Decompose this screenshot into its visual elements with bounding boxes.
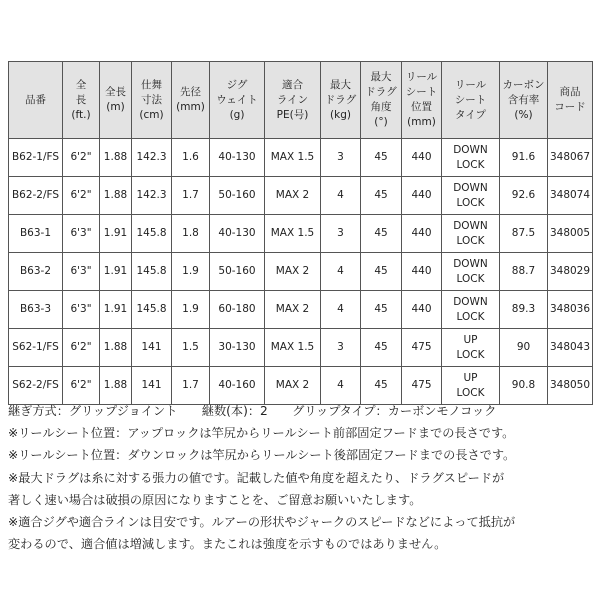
table-cell: 40-130 — [210, 215, 265, 253]
table-cell: 475 — [402, 367, 442, 405]
note-line: ※最大ドラグは糸に対する張力の値です。記載した値や角度を超えたり、ドラグスピードが — [8, 470, 505, 485]
table-cell: 141 — [132, 329, 172, 367]
table-cell: B63-3 — [9, 291, 63, 329]
table-cell: 145.8 — [132, 291, 172, 329]
table-cell: 4 — [321, 291, 361, 329]
spec-table — [8, 61, 593, 405]
table-cell: 142.3 — [132, 177, 172, 215]
table-cell: 87.5 — [500, 215, 548, 253]
table-cell: 348067 — [548, 139, 593, 177]
table-cell: B63-1 — [9, 215, 63, 253]
table-cell: 1.9 — [172, 291, 210, 329]
table-cell: 6'2" — [63, 177, 100, 215]
table-cell: 1.88 — [100, 367, 132, 405]
column-header: リール シート 位置 (mm) — [402, 62, 442, 139]
table-cell: 6'3" — [63, 253, 100, 291]
table-cell: MAX 2 — [265, 291, 321, 329]
table-cell: 1.8 — [172, 215, 210, 253]
table-cell: 89.3 — [500, 291, 548, 329]
table-cell: 91.6 — [500, 139, 548, 177]
table-cell: 6'2" — [63, 329, 100, 367]
table-cell: 4 — [321, 253, 361, 291]
table-row — [9, 139, 593, 177]
table-cell: 440 — [402, 291, 442, 329]
table-cell: 3 — [321, 329, 361, 367]
header-row — [9, 62, 593, 139]
table-cell: MAX 1.5 — [265, 139, 321, 177]
table-cell: 348029 — [548, 253, 593, 291]
table-cell: 1.88 — [100, 329, 132, 367]
notes — [8, 400, 594, 555]
table-cell: MAX 2 — [265, 253, 321, 291]
table-cell: 142.3 — [132, 139, 172, 177]
table-cell: 6'3" — [63, 215, 100, 253]
note-line: 著しく速い場合は破損の原因になりますことを、ご留意お願いいたします。 — [8, 492, 422, 507]
table-cell: 6'3" — [63, 291, 100, 329]
table-row — [9, 367, 593, 405]
column-header: 仕舞 寸法 (cm) — [132, 62, 172, 139]
column-header: 最大 ドラグ 角度 (°) — [361, 62, 402, 139]
table-body — [9, 139, 593, 405]
table-cell: 1.9 — [172, 253, 210, 291]
table-cell: 1.91 — [100, 291, 132, 329]
column-header: 商品 コード — [548, 62, 593, 139]
column-header: 適合 ライン PE(号) — [265, 62, 321, 139]
table-cell: 1.7 — [172, 177, 210, 215]
table-cell: 1.6 — [172, 139, 210, 177]
table-cell: 45 — [361, 253, 402, 291]
table-cell: 45 — [361, 291, 402, 329]
table-cell: 6'2" — [63, 367, 100, 405]
table-cell: 50-160 — [210, 177, 265, 215]
table-cell: 348050 — [548, 367, 593, 405]
table-row — [9, 291, 593, 329]
table-cell: 348043 — [548, 329, 593, 367]
table-cell: 3 — [321, 139, 361, 177]
table-cell: 440 — [402, 177, 442, 215]
table-cell: 1.88 — [100, 139, 132, 177]
column-header: リール シート タイプ — [442, 62, 500, 139]
table-cell: 348074 — [548, 177, 593, 215]
table-cell: S62-2/FS — [9, 367, 63, 405]
table-cell: DOWN LOCK — [442, 215, 500, 253]
table-cell: DOWN LOCK — [442, 253, 500, 291]
table-cell: MAX 2 — [265, 367, 321, 405]
table-cell: 475 — [402, 329, 442, 367]
table-row — [9, 215, 593, 253]
table-cell: 1.91 — [100, 215, 132, 253]
table-row — [9, 329, 593, 367]
table-cell: S62-1/FS — [9, 329, 63, 367]
note-line: ※リールシート位置：アップロックは竿尻からリールシート前部固定フードまでの長さです。 — [8, 426, 515, 441]
table-cell: 60-180 — [210, 291, 265, 329]
table-cell: MAX 1.5 — [265, 329, 321, 367]
table-row — [9, 177, 593, 215]
table-cell: UP LOCK — [442, 329, 500, 367]
column-header: 品番 — [9, 62, 63, 139]
table-cell: 348036 — [548, 291, 593, 329]
table-cell: 45 — [361, 177, 402, 215]
note-line: 継ぎ方式：グリップジョイント 継数(本)：2 グリップタイプ：カーボンモノコック — [8, 404, 497, 418]
table-cell: 141 — [132, 367, 172, 405]
column-header: 全 長 (ft.) — [63, 62, 100, 139]
table-cell: 1.5 — [172, 329, 210, 367]
table-cell: B62-2/FS — [9, 177, 63, 215]
table-cell: 40-130 — [210, 139, 265, 177]
table-cell: 1.7 — [172, 367, 210, 405]
table-cell: MAX 2 — [265, 177, 321, 215]
table-cell: 50-160 — [210, 253, 265, 291]
table-cell: 145.8 — [132, 253, 172, 291]
column-header: カーボン 含有率 (%) — [500, 62, 548, 139]
table-row — [9, 253, 593, 291]
table-cell: 92.6 — [500, 177, 548, 215]
table-cell: UP LOCK — [442, 367, 500, 405]
table-cell: 440 — [402, 215, 442, 253]
table-cell: 45 — [361, 329, 402, 367]
note-line: ※リールシート位置：ダウンロックは竿尻からリールシート後部固定フードまでの長さです。 — [8, 448, 516, 463]
table-cell: 40-160 — [210, 367, 265, 405]
column-header: 全長 (m) — [100, 62, 132, 139]
table-cell: 440 — [402, 253, 442, 291]
table-cell: 45 — [361, 215, 402, 253]
table-cell: 90 — [500, 329, 548, 367]
table-cell: DOWN LOCK — [442, 177, 500, 215]
table-cell: 45 — [361, 139, 402, 177]
table-cell: 88.7 — [500, 253, 548, 291]
table-cell: 6'2" — [63, 139, 100, 177]
note-line: 変わるので、適合値は増減します。またこれは強度を示すものではありません。 — [8, 537, 447, 552]
table-cell: B62-1/FS — [9, 139, 63, 177]
table-cell: 4 — [321, 177, 361, 215]
table-cell: B63-2 — [9, 253, 63, 291]
table-cell: DOWN LOCK — [442, 139, 500, 177]
column-header: ジグ ウェイト (g) — [210, 62, 265, 139]
table-cell: 90.8 — [500, 367, 548, 405]
table-cell: DOWN LOCK — [442, 291, 500, 329]
table-cell: 440 — [402, 139, 442, 177]
table-cell: 348005 — [548, 215, 593, 253]
column-header: 先径 (mm) — [172, 62, 210, 139]
table-cell: 1.88 — [100, 177, 132, 215]
table-cell: MAX 1.5 — [265, 215, 321, 253]
table-cell: 4 — [321, 367, 361, 405]
note-line: ※適合ジグや適合ラインは目安です。ルアーの形状やジャークのスピードなどによって抵抗が — [8, 515, 516, 530]
table-cell: 1.91 — [100, 253, 132, 291]
column-header: 最大 ドラグ (kg) — [321, 62, 361, 139]
table-cell: 145.8 — [132, 215, 172, 253]
table-cell: 30-130 — [210, 329, 265, 367]
table-cell: 3 — [321, 215, 361, 253]
table-cell: 45 — [361, 367, 402, 405]
